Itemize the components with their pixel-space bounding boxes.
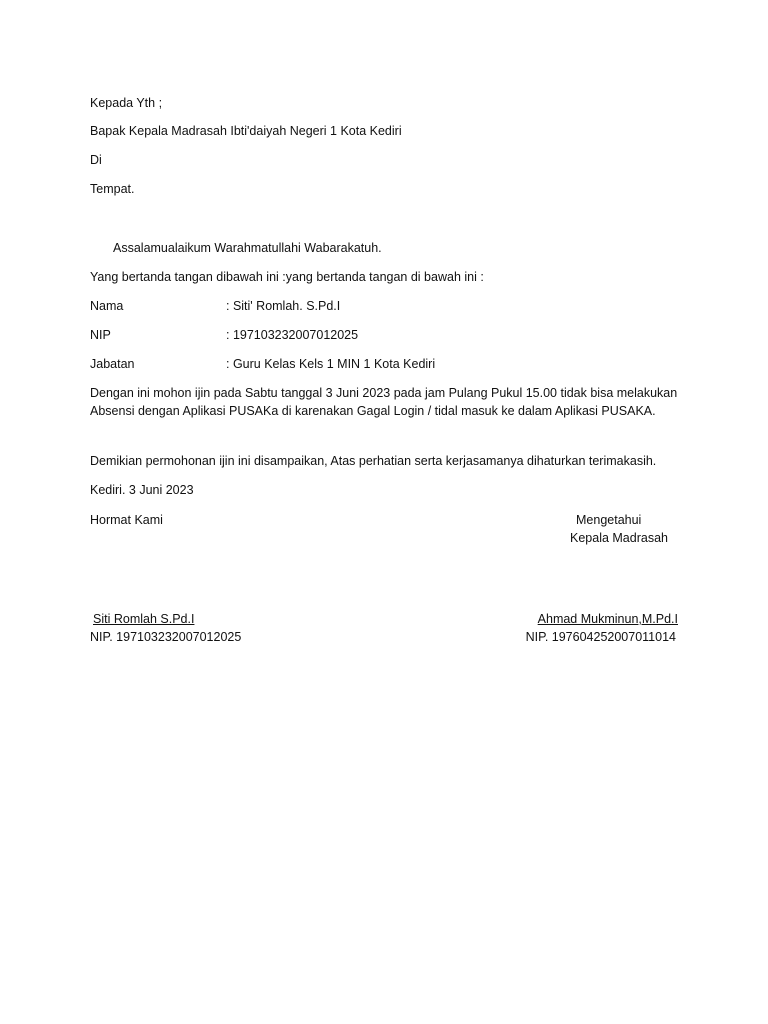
right-signature-heading-2: Kepala Madrasah bbox=[570, 531, 668, 545]
intro-line: Yang bertanda tangan dibawah ini :yang bertanda tangan di bawah ini : bbox=[90, 270, 484, 284]
left-signature-heading: Hormat Kami bbox=[90, 513, 163, 527]
recipient-greeting: Kepada Yth ; bbox=[90, 96, 163, 110]
recipient-place: Tempat. bbox=[90, 182, 135, 196]
left-signatory-nip: NIP. 197103232007012025 bbox=[90, 630, 242, 644]
identity-label-name: Nama bbox=[90, 299, 124, 313]
recipient-di: Di bbox=[90, 153, 102, 167]
identity-value-position: : Guru Kelas Kels 1 MIN 1 Kota Kediri bbox=[226, 357, 436, 371]
closing-paragraph: Demikian permohonan ijin ini disampaikan, Atas perhatian serta kerjasamanya dihaturkan terimakasih. bbox=[90, 454, 657, 468]
right-signatory-name: Ahmad Mukminun,M.Pd.I bbox=[537, 612, 678, 626]
identity-label-position: Jabatan bbox=[90, 357, 135, 371]
salutation: Assalamualaikum Warahmatullahi Wabarakatuh. bbox=[113, 241, 382, 255]
right-signatory-nip: NIP. 197604252007011014 bbox=[525, 630, 676, 644]
right-signature-heading-1: Mengetahui bbox=[576, 513, 642, 527]
identity-value-name: : Siti' Romlah. S.Pd.I bbox=[226, 299, 341, 313]
identity-value-nip: : 197103232007012025 bbox=[226, 328, 359, 342]
recipient-addressee: Bapak Kepala Madrasah Ibti'daiyah Negeri 1 Kota Kediri bbox=[90, 124, 402, 138]
identity-label-nip: NIP bbox=[90, 328, 111, 342]
request-paragraph: Dengan ini mohon ijin pada Sabtu tanggal 3 Juni 2023 pada jam Pulang Pukul 15.00 tidak bisa melakukan Absensi dengan Aplikasi PUSAKa di karenakan Gagal Login / tidal masuk ke dalam Aplikasi PUSAKA. bbox=[90, 386, 678, 418]
date-line: Kediri. 3 Juni 2023 bbox=[90, 483, 194, 497]
left-signatory-name: Siti Romlah S.Pd.I bbox=[93, 612, 195, 626]
